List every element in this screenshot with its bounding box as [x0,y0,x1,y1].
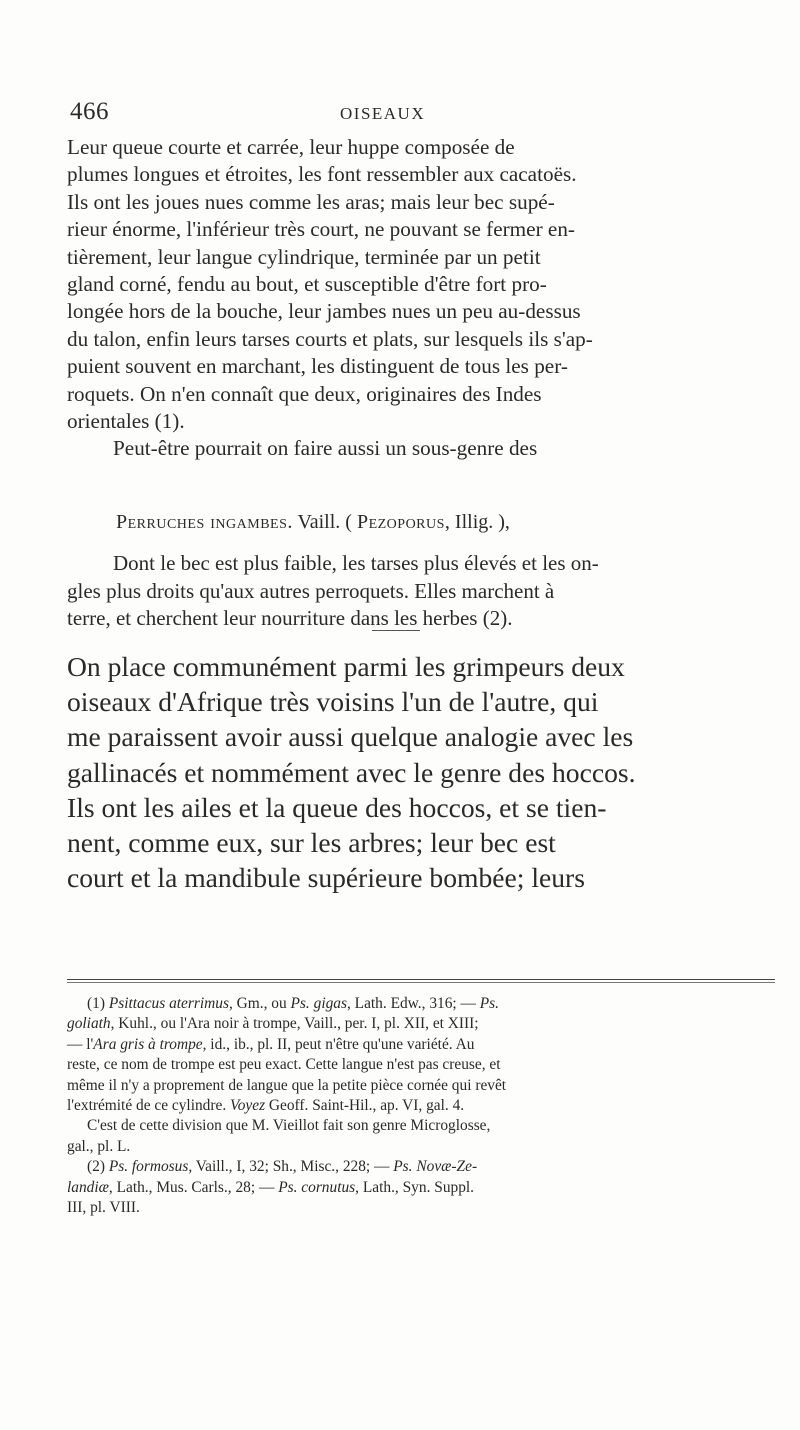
footnote-1-line [67,1035,775,1055]
text-line: gles plus droits qu'aux autres perroquets. Elles marchent à [67,578,555,603]
footnote-text: , Gm., ou [228,995,291,1012]
text-line: tièrement, leur langue cylindrique, terminée par un petit [67,244,541,269]
footnote-text: l'extrémité de ce cylindre. [67,1097,231,1115]
footnote-1-line: gal., pl. L. [67,1137,131,1155]
footnote-2-line [67,1178,775,1198]
text-line: plumes longues et étroites, les font ressembler aux cacatoës. [67,162,577,187]
species-name: Ps. cornutus [278,1178,356,1196]
text-line: gallinacés et nommément avec le genre des hoccos. [67,756,636,788]
footnote-text: Geoff. Saint-Hil., ap. VI, gal. 4. [265,1097,465,1115]
footnote-1-line: même il n'y a proprement de langue que la petite pièce cornée qui revêt [67,1076,507,1094]
genus-heading [116,511,510,534]
text-line: Ils ont les ailes et la queue des hoccos, et se tien- [67,791,607,823]
footnote-text: , id., ib., pl. II, peut n'être qu'une variété. Au [202,1035,475,1053]
species-name: goliath [67,1015,111,1033]
species-name: Ps. Novæ-Ze- [393,1158,478,1176]
text-line: nent, comme eux, sur les arbres; leur bec est [67,827,556,859]
text-line: Ils ont les joues nues comme les aras; mais leur bec supé- [67,189,555,214]
footnote-text: — l' [67,1035,94,1053]
genus-author: Vaill. ( [297,511,352,533]
text-line: Peut-être pourrait on faire aussi un sous-genre des [113,436,538,461]
text-line: orientales (1). [67,409,185,434]
paragraph-3 [67,649,775,895]
species-name: Ps. formosus [108,1158,189,1176]
text-line: On place communément parmi les grimpeurs deux [67,651,625,682]
text-line: Leur queue courte et carrée, leur huppe composée de [67,135,515,159]
footnote-1-line [67,994,775,1014]
text-line: gland corné, fendu au bout, et susceptible d'être fort pro- [67,272,547,297]
footnote-1-line [67,1014,775,1034]
footnote-text: , Lath., Mus. Carls., 28; — [108,1178,279,1196]
page-header [70,98,770,134]
species-name: Ps. [479,995,500,1012]
species-name: Ara gris à trompe [93,1035,203,1053]
text-line: puient souvent en marchant, les distinguent de tous les per- [67,354,568,379]
footnote-1-line [67,1096,775,1116]
genus-name: Perruches ingambes. [116,511,293,533]
running-head: OISEAUX [340,104,426,123]
page-number: 466 [70,98,109,125]
footnote-2-line: III, pl. VIII. [67,1199,140,1217]
footnote-rule [67,979,775,980]
text-line: du talon, enfin leurs tarses courts et plats, sur lesquels ils s'ap- [67,326,593,351]
footnote-text: , Vaill., I, 32; Sh., Misc., 228; — [188,1158,394,1176]
footnote-text: , Lath. Edw., 316; — [346,995,480,1012]
footnote-text: , Kuhl., ou l'Ara noir à trompe, Vaill., per. I, pl. XII, et XIII; [110,1015,479,1033]
footnote-marker: (2) [87,1158,105,1176]
footnote-2-line [67,1157,775,1177]
text-line: court et la mandibule supérieure bombée; leurs [67,862,585,894]
footnotes [67,994,775,1218]
paragraph-1 [67,134,775,463]
text-line: me paraissent avoir aussi quelque analogie avec les [67,721,634,753]
text-line: Dont le bec est plus faible, les tarses plus élevés et les on- [113,551,599,575]
text-line: terre, et cherchent leur nourriture dans les herbes (2). [67,606,513,630]
footnote-1-line: reste, ce nom de trompe est peu exact. Cette langue n'est pas creuse, et [67,1056,501,1074]
footnote-text: Voyez [230,1097,266,1115]
genus-synonym: Pezoporus [356,511,445,533]
text-line: rieur énorme, l'inférieur très court, ne pouvant se fermer en- [67,217,575,242]
footnote-1-line: C'est de cette division que M. Vieillot fait son genre Microglosse, [87,1117,491,1135]
species-name: Ps. gigas [290,995,347,1012]
footnote-text: , Lath., Syn. Suppl. [355,1178,475,1196]
text-line: oiseaux d'Afrique très voisins l'un de l'autre, qui [67,686,599,718]
footnote-marker: (1) [87,995,105,1012]
species-name: Psittacus aterrimus [108,995,229,1012]
section-divider [372,630,420,631]
paragraph-2 [67,550,775,633]
text-line: roquets. On n'en connaît que deux, originaires des Indes [67,381,542,406]
blank-margin [0,1300,800,1430]
text-line: longée hors de la bouche, leur jambes nues un peu au-dessus [67,299,581,324]
footnote-rule [67,982,775,983]
genus-synonym-author: , Illig. ), [444,511,510,533]
species-name: landiæ [67,1178,109,1196]
